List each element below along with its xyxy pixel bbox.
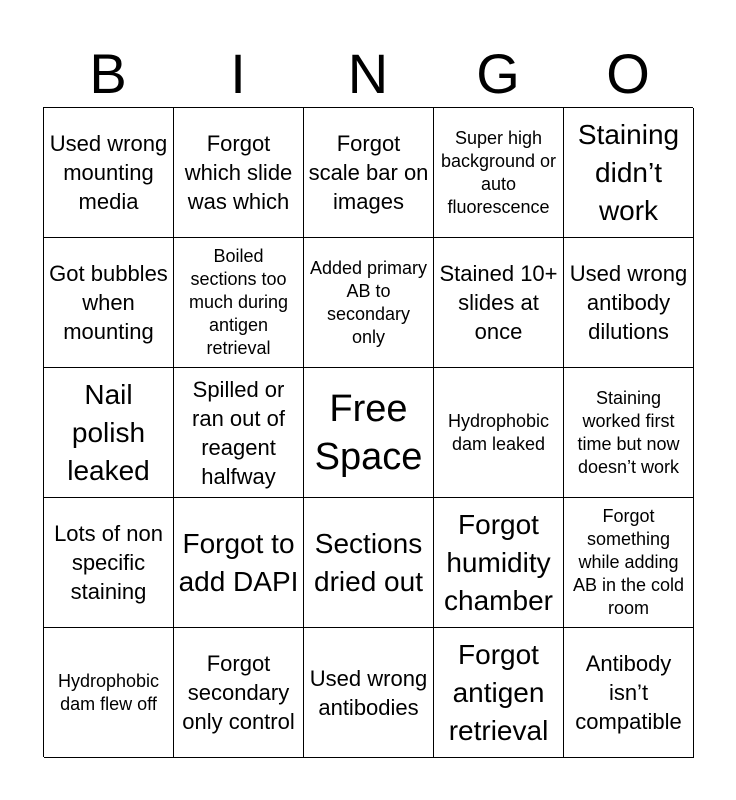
bingo-board: [43, 107, 693, 757]
cell-text: Used wrong antibodies: [309, 665, 428, 720]
bingo-cell[interactable]: [174, 108, 304, 238]
cell-text: Stained 10+ slides at once: [439, 261, 558, 344]
header-letter-g: G: [476, 42, 520, 105]
bingo-cell[interactable]: [304, 238, 434, 368]
cell-text: Forgot humidity chamber: [444, 508, 553, 616]
cell-text: Free Space: [314, 387, 423, 478]
cell-text: Added primary AB to secondary only: [309, 257, 428, 347]
bingo-cell[interactable]: [174, 238, 304, 368]
cell-text: Super high background or auto fluorescence: [440, 127, 557, 217]
bingo-cell[interactable]: [174, 498, 304, 628]
free-space-cell[interactable]: [304, 368, 434, 498]
cell-text: Sections dried out: [314, 527, 423, 597]
header-letter-i: I: [230, 42, 246, 105]
bingo-cell[interactable]: [304, 628, 434, 758]
cell-text: Forgot secondary only control: [182, 651, 295, 734]
cell-text: Forgot which slide was which: [184, 131, 293, 214]
bingo-cell[interactable]: [564, 368, 694, 498]
bingo-cell[interactable]: [44, 628, 174, 758]
bingo-cell[interactable]: [434, 238, 564, 368]
cell-text: Used wrong mounting media: [49, 131, 168, 214]
cell-text: Spilled or ran out of reagent halfway: [192, 376, 285, 489]
bingo-cell[interactable]: [44, 368, 174, 498]
cell-text: Lots of non specific staining: [54, 521, 163, 604]
bingo-cell[interactable]: [434, 498, 564, 628]
bingo-cell[interactable]: [174, 368, 304, 498]
cell-text: Staining worked first time but now doesn’t work: [577, 387, 680, 477]
bingo-cell[interactable]: [304, 108, 434, 238]
cell-text: Nail polish leaked: [67, 378, 150, 486]
bingo-cell[interactable]: [44, 498, 174, 628]
bingo-cell[interactable]: [304, 498, 434, 628]
cell-text: Hydrophobic dam flew off: [57, 670, 160, 714]
cell-text: Forgot something while adding AB in the cold room: [572, 506, 685, 618]
header-letter-b: B: [89, 42, 127, 105]
cell-text: Hydrophobic dam leaked: [447, 410, 550, 454]
cell-text: Boiled sections too much during antigen retrieval: [188, 246, 289, 358]
cell-text: Used wrong antibody dilutions: [569, 261, 688, 344]
cell-text: Antibody isn’t compatible: [575, 651, 682, 734]
bingo-cell[interactable]: [564, 238, 694, 368]
bingo-cell[interactable]: [434, 108, 564, 238]
bingo-cell[interactable]: [174, 628, 304, 758]
bingo-cell[interactable]: [564, 628, 694, 758]
bingo-cell[interactable]: [434, 368, 564, 498]
cell-text: Forgot to add DAPI: [178, 527, 299, 597]
bingo-cell[interactable]: [44, 238, 174, 368]
cell-text: Forgot antigen retrieval: [448, 638, 549, 746]
header-letter-o: O: [606, 42, 650, 105]
header-letter-n: N: [347, 42, 389, 105]
bingo-cell[interactable]: [564, 498, 694, 628]
cell-text: Got bubbles when mounting: [49, 261, 168, 344]
cell-text: Staining didn’t work: [577, 118, 680, 226]
cell-text: Forgot scale bar on images: [308, 131, 429, 214]
bingo-header: [43, 42, 693, 106]
bingo-cell[interactable]: [434, 628, 564, 758]
bingo-cell[interactable]: [564, 108, 694, 238]
bingo-cell[interactable]: [44, 108, 174, 238]
